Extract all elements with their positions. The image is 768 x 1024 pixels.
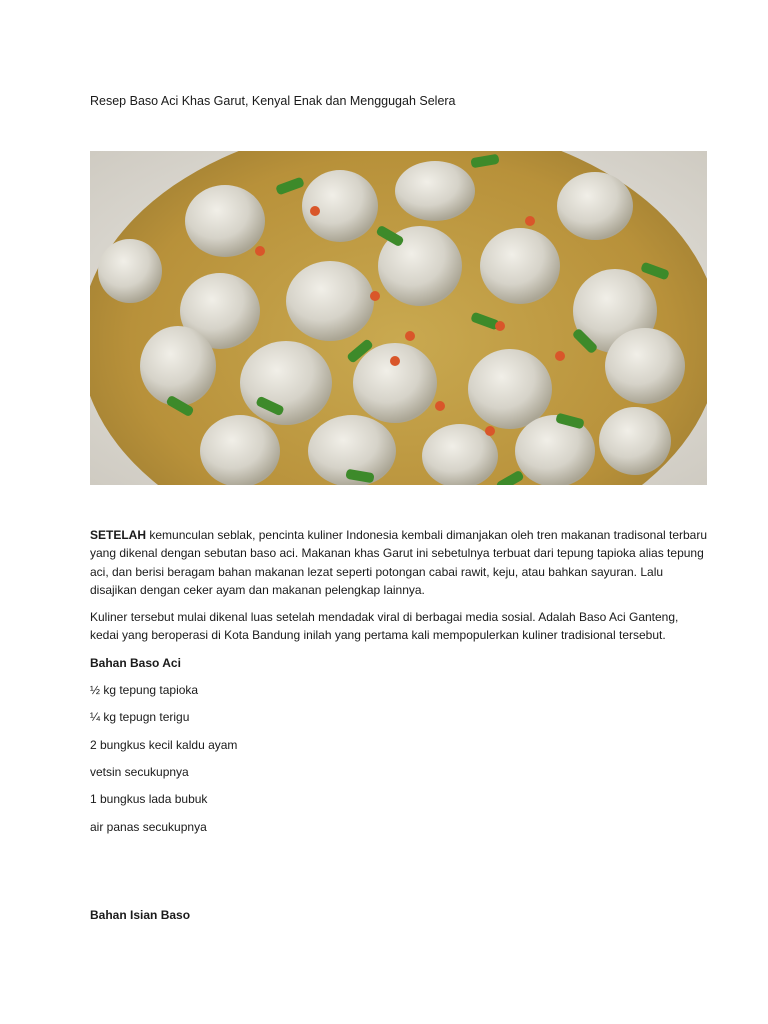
baso-ball [98, 239, 162, 303]
ingredient-item: air panas secukupnya [90, 819, 207, 834]
baso-ball [302, 170, 378, 242]
chili-piece [390, 356, 400, 366]
baso-ball [185, 185, 265, 257]
baso-aci-photo [90, 151, 707, 485]
ingredients-list [90, 681, 710, 836]
paragraph-1 [90, 526, 710, 599]
page-title: Resep Baso Aci Khas Garut, Kenyal Enak dan Menggugah Selera [90, 94, 456, 108]
ingredients-heading: Bahan Baso Aci [90, 655, 181, 670]
chili-piece [495, 321, 505, 331]
article-body [90, 526, 710, 845]
baso-ball [468, 349, 552, 429]
baso-ball [557, 172, 633, 240]
baso-ball [353, 343, 437, 423]
paragraph-1-text: kemunculan seblak, pencinta kuliner Indonesia kembali dimanjakan oleh tren makanan tradisonal terbaru yang dikenal dengan sebutan baso aci. Makanan khas Garut ini sebetulnya terbuat dari tepung tapioka alias tepung aci, dan berisi beragam bahan makanan lezat seperti potongan cabai rawit, keju, atau bahkan sayuran. Lalu disajikan dengan ceker ayam dan makanan pelengkap lainnya. [90, 528, 708, 597]
ingredient-item: 2 bungkus kecil kaldu ayam [90, 737, 238, 752]
food-illustration [90, 151, 707, 485]
baso-ball [240, 341, 332, 425]
chili-piece [370, 291, 380, 301]
paragraph-2: Kuliner tersebut mulai dikenal luas setelah mendadak viral di berbagai media sosial. Adalah Baso Aci Ganteng, kedai yang beroperasi di Kota Bandung inilah yang pertama kali mempopulerkan kuliner tradisional tersebut. [90, 610, 679, 643]
paragraph-1-lead: SETELAH [90, 528, 147, 542]
ingredient-item: ¼ kg tepugn terigu [90, 710, 190, 725]
ingredient-item: vetsin secukupnya [90, 764, 189, 779]
chili-piece [555, 351, 565, 361]
baso-ball [140, 326, 216, 406]
baso-ball [605, 328, 685, 404]
chili-piece [310, 206, 320, 216]
baso-ball [286, 261, 374, 341]
baso-ball [200, 415, 280, 485]
chili-piece [435, 401, 445, 411]
chili-piece [485, 426, 495, 436]
baso-ball [395, 161, 475, 221]
filling-heading: Bahan Isian Baso [90, 908, 191, 922]
ingredient-item: 1 bungkus lada bubuk [90, 792, 208, 807]
baso-ball [480, 228, 560, 304]
baso-ball [599, 407, 671, 475]
chili-piece [525, 216, 535, 226]
ingredient-item: ½ kg tepung tapioka [90, 683, 199, 698]
chili-piece [255, 246, 265, 256]
chili-piece [405, 331, 415, 341]
